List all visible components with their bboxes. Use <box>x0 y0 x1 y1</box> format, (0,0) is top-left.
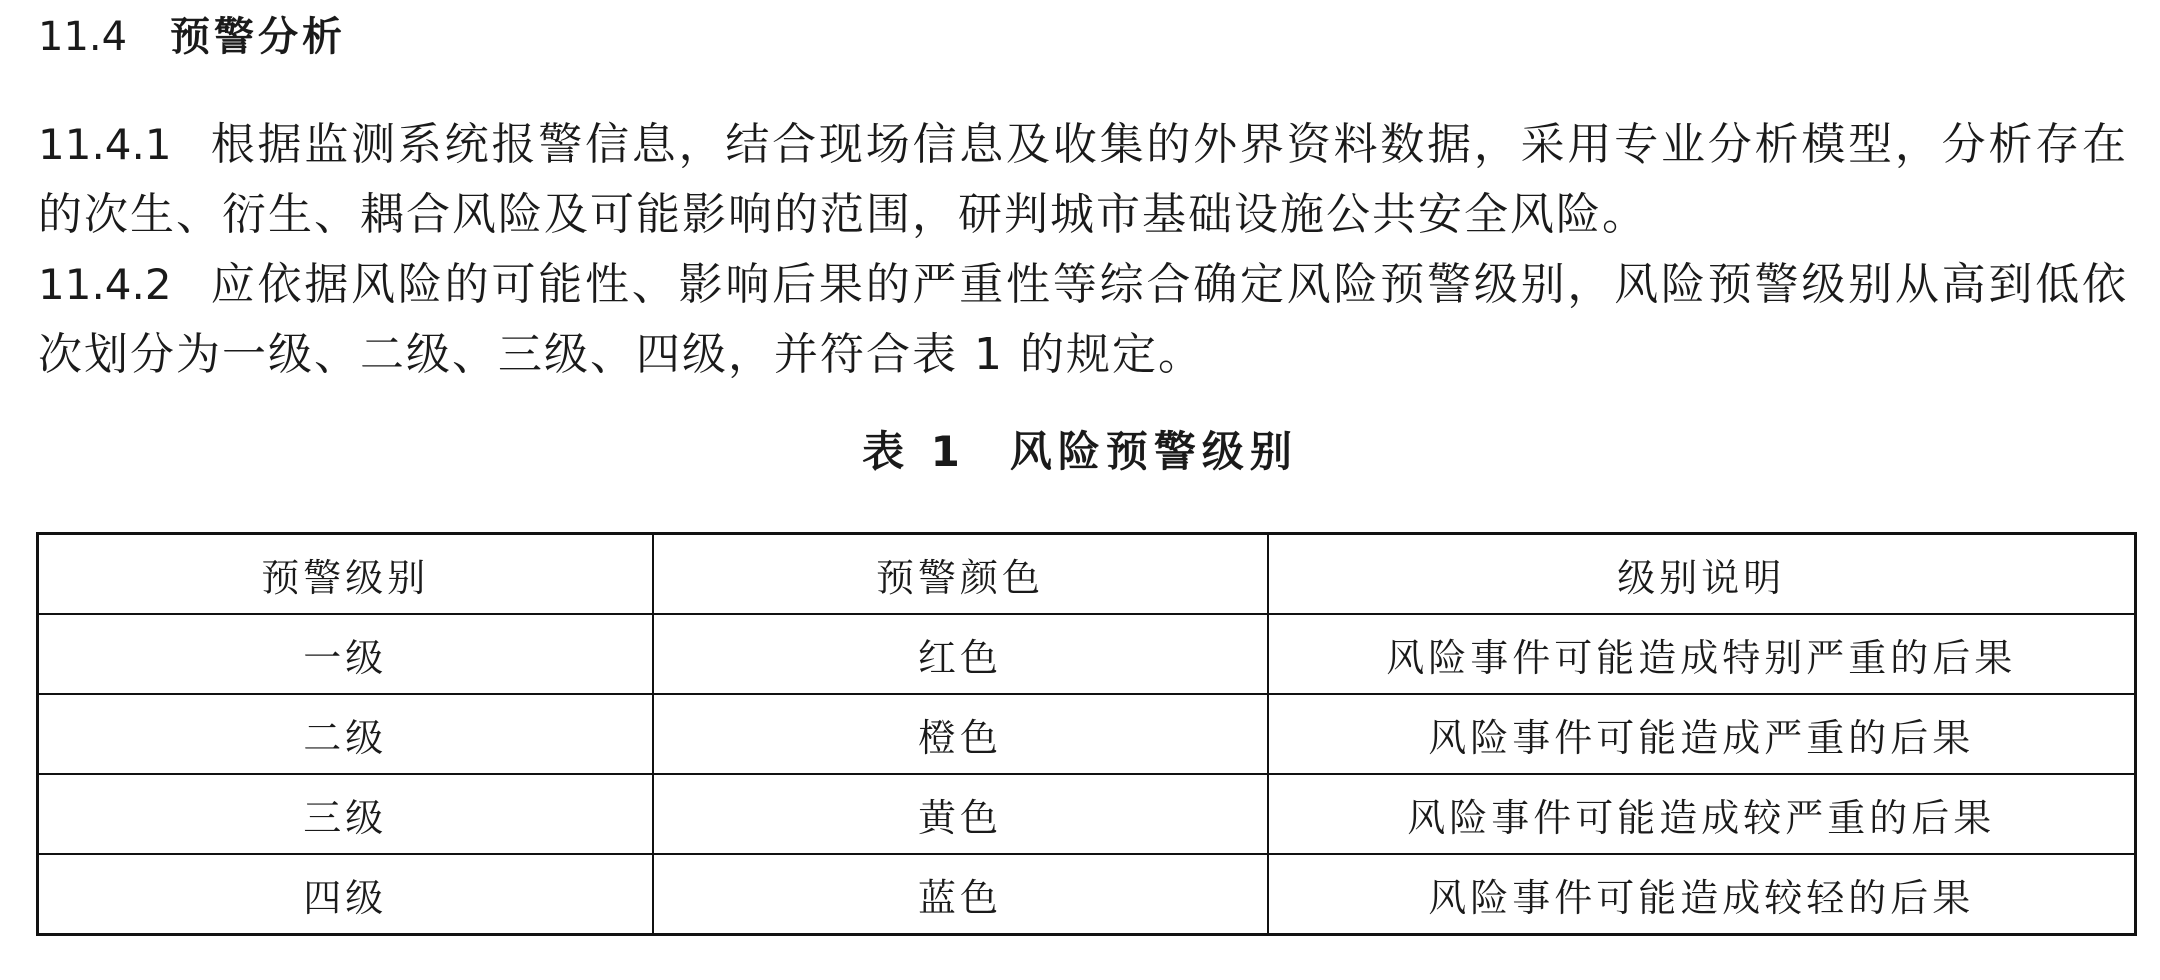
header-level-description: 级别说明 <box>1268 534 2136 615</box>
table-header-row <box>38 534 2136 615</box>
clause-number: 11.4.2 <box>38 260 172 309</box>
cell-level: 四级 <box>38 854 653 935</box>
cell-description: 风险事件可能造成较严重的后果 <box>1268 774 2136 854</box>
header-warning-level: 预警级别 <box>38 534 653 615</box>
cell-description: 风险事件可能造成严重的后果 <box>1268 694 2136 774</box>
clause-paragraph <box>38 110 2128 250</box>
table-row <box>38 854 2136 935</box>
table-row <box>38 774 2136 854</box>
clause-text: 应依据风险的可能性、影响后果的严重性等综合确定风险预警级别，风险预警级别从高到低依次划分为一级、二级、三级、四级，并符合表 1 的规定。 <box>38 259 2128 380</box>
cell-description: 风险事件可能造成较轻的后果 <box>1268 854 2136 935</box>
cell-level: 二级 <box>38 694 653 774</box>
header-warning-color: 预警颜色 <box>653 534 1268 615</box>
warning-level-table-wrapper <box>36 532 2134 936</box>
cell-description: 风险事件可能造成特别严重的后果 <box>1268 614 2136 694</box>
table-caption-number: 表 1 <box>862 427 966 476</box>
table-row <box>38 614 2136 694</box>
section-number: 11.4 <box>38 14 128 60</box>
clause-list <box>38 110 2128 390</box>
clause-paragraph <box>38 250 2128 390</box>
cell-level: 一级 <box>38 614 653 694</box>
clause-number: 11.4.1 <box>38 120 172 169</box>
section-title: 预警分析 <box>170 14 346 60</box>
clause-text: 根据监测系统报警信息，结合现场信息及收集的外界资料数据，采用专业分析模型，分析存在的次生、衍生、耦合风险及可能影响的范围，研判城市基础设施公共安全风险。 <box>38 119 2128 240</box>
cell-color: 红色 <box>653 614 1268 694</box>
cell-color: 蓝色 <box>653 854 1268 935</box>
cell-level: 三级 <box>38 774 653 854</box>
cell-color: 黄色 <box>653 774 1268 854</box>
warning-level-table <box>36 532 2137 936</box>
section-heading <box>38 12 346 62</box>
table-caption-title: 风险预警级别 <box>1009 427 1298 476</box>
table-caption <box>0 422 2160 482</box>
table-row <box>38 694 2136 774</box>
cell-color: 橙色 <box>653 694 1268 774</box>
